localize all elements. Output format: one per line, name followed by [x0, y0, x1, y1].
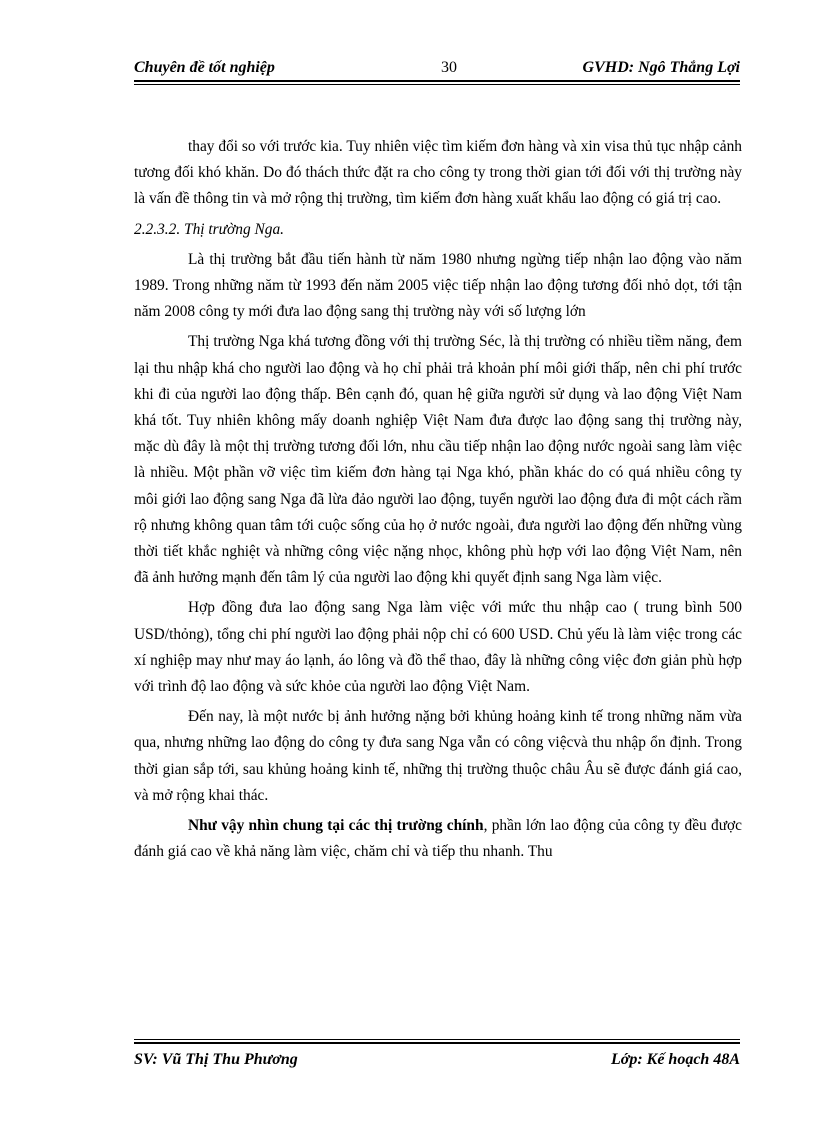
- paragraph-2: Là thị trường bắt đầu tiến hành từ năm 1980 nhưng ngừng tiếp nhận lao động vào năm 1989. Trong những năm từ 1993 đến năm 2005 việc tiếp nhận lao động tương đối nhỏ dọt, tới tận năm 2008 công ty mới đưa lao động sang thị trường này với số lượng lớn: [134, 250, 742, 321]
- paragraph-6-rest: , phần lớn lao động của công ty đều được đánh giá cao về khả năng làm việc, chăm chỉ và tiếp thu nhanh. Thu: [134, 817, 743, 861]
- paragraph-6: [134, 813, 742, 865]
- paragraph-3: Thị trường Nga khá tương đồng với thị trường Séc, là thị trường có nhiều tiềm năng, đem lại thu nhập khá cho người lao động và họ chỉ phải trả khoản phí môi giới thấp, nên chi phí trước khi đi của người lao động thấp. Bên cạnh đó, quan hệ giữa người sử dụng và lao động Việt Nam khá tốt. Tuy nhiên không mấy doanh nghiệp Việt Nam đưa được lao động sang thị trường này, mặc dù đây là một thị trường tương đối lớn, nhu cầu tiếp nhận lao động nước ngoài sang làm việc là nhiều. Một phần vỡ việc tìm kiếm đơn hàng tại Nga khó, phần khác do có quá nhiều công ty môi giới lao động sang Nga đã lừa đảo người lao động, tuyển người lao động đưa đi một cách rầm rộ nhưng không quan tâm tới cuộc sống của họ ở nước ngoài, đưa người lao động đến những vùng thời tiết khắc nghiệt và những công việc nặng nhọc, không phù hợp với lao động Việt Nam, nên đã ảnh hưởng mạnh đến tâm lý của người lao động khi quyết định sang Nga làm việc.: [134, 333, 742, 587]
- footer-class: Lớp: Kế hoạch 48A: [610, 1051, 740, 1068]
- paragraph-5: Đến nay, là một nước bị ảnh hưởng nặng bởi khủng hoảng kinh tế trong những năm vừa qua, nhưng những lao động do công ty đưa sang Nga vẫn có công việcvà thu nhập ổn định. Trong thời gian sắp tới, sau khủng hoảng kinh tế, những thị trường thuộc châu Âu sẽ được đánh giá cao, và mở rộng khai thác.: [134, 708, 742, 804]
- header-title: Chuyên đề tốt nghiệp: [134, 59, 275, 76]
- header-supervisor: GVHD: Ngô Thắng Lợi: [582, 59, 740, 76]
- paragraph-1: thay đổi so với trước kia. Tuy nhiên việc tìm kiếm đơn hàng và xin visa thủ tục nhập cảnh tương đối khó khăn. Do đó thách thức đặt ra cho công ty trong thời gian tới đối với thị trường này là vấn đề thông tin và mở rộng thị trường, tìm kiếm đơn hàng xuất khẩu lao động có giá trị cao.: [134, 138, 742, 208]
- page-number: 30: [441, 59, 457, 76]
- paragraph-4: Hợp đồng đưa lao động sang Nga làm việc với mức thu nhập cao ( trung bình 500 USD/thỏng), tổng chi phí người lao động phải nộp chỉ có 600 USD. Chủ yếu là làm việc trong các xí nghiệp may như may áo lạnh, áo lông và đồ thể thao, đây là những công việc đơn giản phù hợp với trình độ lao động và sức khỏe của người lao động Việt Nam.: [134, 599, 742, 696]
- header-rule-thin: [134, 84, 740, 85]
- footer-rule: [134, 1042, 740, 1044]
- page-footer: [134, 1048, 740, 1072]
- footer-student: SV: Vũ Thị Thu Phương: [134, 1051, 298, 1068]
- paragraph-6-lead: Như vậy nhìn chung tại các thị trường chính: [188, 817, 484, 835]
- page-header: [134, 56, 740, 80]
- page-body: [134, 134, 742, 869]
- header-rule: [134, 80, 740, 82]
- footer-rule-thin: [134, 1039, 740, 1040]
- section-heading: 2.2.3.2. Thị trường Nga.: [134, 220, 285, 238]
